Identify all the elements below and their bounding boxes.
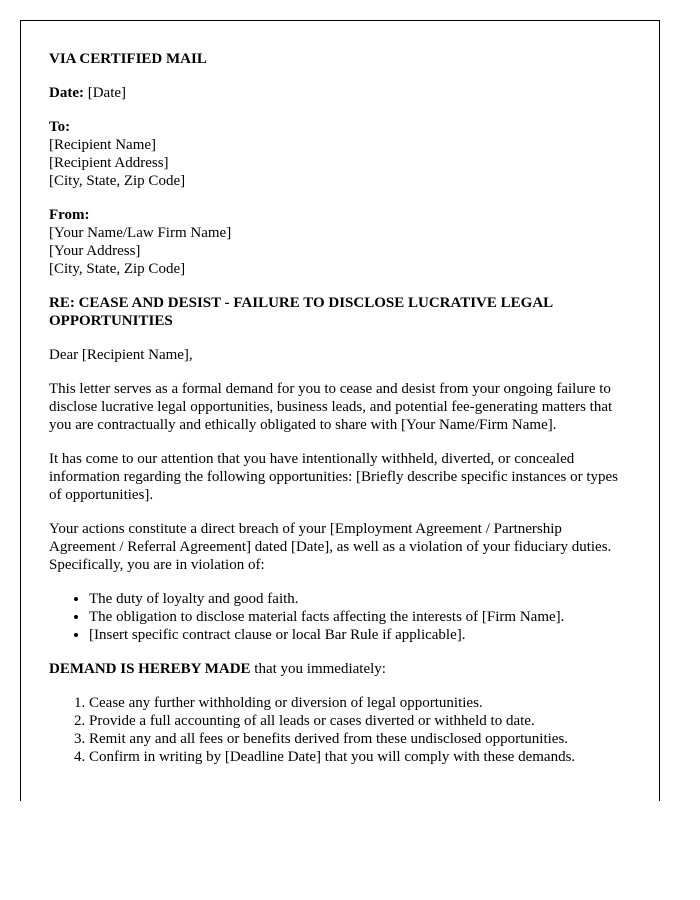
date-label: Date: [49, 85, 84, 101]
list-item: 2. Provide a full accounting of all leads or cases diverted or withheld to date. [89, 712, 631, 730]
demands-list [49, 694, 631, 766]
date-value: [Date] [87, 85, 127, 101]
sender-city-state-zip: [City, State, Zip Code] [49, 261, 186, 277]
recipient-city-state-zip: [City, State, Zip Code] [49, 173, 186, 189]
recipient-address: [Recipient Address] [49, 155, 169, 171]
delivery-method: VIA CERTIFIED MAIL [49, 51, 207, 67]
list-item: 4. Confirm in writing by [Deadline Date] that you will comply with these demands. [89, 748, 631, 766]
list-item: • [Insert specific contract clause or local Bar Rule if applicable]. [89, 626, 631, 644]
list-item: • The obligation to disclose material facts affecting the interests of [Firm Name]. [89, 608, 631, 626]
recipient-block [49, 118, 631, 190]
list-item: 3. Remit any and all fees or benefits derived from these undisclosed opportunities. [89, 730, 631, 748]
body-paragraph: It has come to our attention that you have intentionally withheld, diverted, or concealed information regarding the following opportunities: [Briefly describe specific instances or types of opportunities]. [49, 451, 619, 503]
sender-block [49, 206, 631, 278]
body-paragraph: This letter serves as a formal demand for you to cease and desist from your ongoing failure to disclose lucrative legal opportunities, business leads, and potential fee-generating matters that you are contractually and ethically obligated to share with [Your Name/Firm Name]. [49, 381, 613, 433]
subject-line: RE: CEASE AND DESIST - FAILURE TO DISCLOSE LUCRATIVE LEGAL OPPORTUNITIES [49, 295, 553, 329]
sender-name: [Your Name/Law Firm Name] [49, 225, 232, 241]
body-paragraph: Your actions constitute a direct breach of your [Employment Agreement / Partnership Agreement / Referral Agreement] dated [Date], as well as a violation of your fiduciary duties. Specifically, you are in violation of: [49, 521, 612, 573]
letter-page [20, 20, 660, 801]
violations-list [49, 590, 631, 644]
salutation: Dear [Recipient Name], [49, 347, 193, 363]
list-item: 1. Cease any further withholding or diversion of legal opportunities. [89, 694, 631, 712]
list-item: • The duty of loyalty and good faith. [89, 590, 631, 608]
demand-line [49, 660, 631, 678]
demand-text: that you immediately: [250, 661, 386, 677]
to-label: To: [49, 119, 71, 135]
from-label: From: [49, 207, 90, 223]
recipient-name: [Recipient Name] [49, 137, 157, 153]
demand-heading: DEMAND IS HEREBY MADE [49, 661, 251, 677]
sender-address: [Your Address] [49, 243, 141, 259]
date-line [49, 84, 631, 102]
